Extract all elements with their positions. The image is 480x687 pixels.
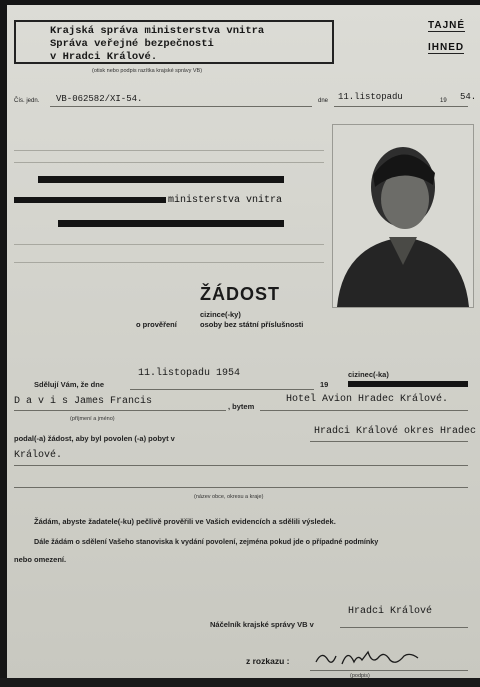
redaction-bar [38, 176, 284, 183]
name-caption: (příjmení a jméno) [70, 416, 115, 422]
date-label: dne [318, 98, 329, 104]
subtitle-prefix: o prověření [136, 320, 177, 329]
portrait-image [333, 125, 473, 307]
ref-underline [50, 106, 312, 107]
redaction-bar [348, 381, 468, 387]
subtitle-option-1: cizince(-ky) [200, 310, 241, 319]
year-prefix: 19 [440, 98, 447, 104]
chief-label: Náčelník krajské správy VB v [210, 620, 314, 629]
line1-lead: Sdělují Vám, že dne [34, 380, 105, 389]
signature-place: Hradci Králové [348, 606, 433, 617]
scan-edge-bottom [0, 678, 480, 687]
year-suffix: 19 [320, 380, 329, 389]
document-title: ŽÁDOST [200, 284, 280, 304]
issuer-header-box [14, 20, 334, 64]
ref-label: Čís. jedn. [14, 98, 40, 104]
issuer-caption: (otisk nebo podpis razítka krajské správy VB) [92, 68, 203, 74]
name-underline [14, 410, 226, 411]
place-line-3 [14, 487, 468, 488]
form-line [14, 244, 324, 245]
date-line-underline [130, 389, 314, 390]
redaction-bar [58, 220, 284, 227]
place-caption: (název obce, okresu a kraje) [194, 494, 264, 500]
scan-edge-top [0, 0, 480, 5]
address-underline [260, 410, 468, 411]
scan-edge-left [0, 0, 7, 687]
form-line [14, 162, 324, 163]
year-value: 54. [460, 92, 477, 102]
applicant-address: Hotel Avion Hradec Králové. [286, 394, 449, 405]
issuer-line-1: Krajská správa ministerstva vnitra [50, 25, 265, 37]
date-underline [334, 106, 468, 107]
residing-label: , bytem [228, 402, 255, 411]
residence-place-cont: Králové. [14, 450, 63, 461]
applicant-photo [332, 124, 474, 308]
signature-caption: (podpis) [350, 673, 370, 679]
date-typed: 11.listopadu 1954 [138, 368, 241, 379]
form-line [14, 262, 324, 263]
line3-lead: podal(-a) žádost, aby byl povolen (-a) pobyt v [14, 434, 175, 443]
residence-place: Hradci Králové okres Hradec [314, 426, 477, 437]
foreigner-label: cizinec(-ka) [348, 370, 389, 379]
form-line [14, 150, 324, 151]
date-value: 11.listopadu [338, 92, 403, 102]
recipient-line: ministerstva vnitra [14, 195, 282, 206]
chief-underline [340, 627, 468, 628]
request-line-1: Žádám, abyste žadatele(-ku) pečlivě prověřili ve Vašich evidencích a sdělili výsledek. [34, 517, 336, 526]
subtitle-option-2: osoby bez státní příslušnosti [200, 320, 304, 329]
request-line-3: nebo omezení. [14, 555, 67, 564]
redaction-bar [14, 197, 166, 203]
issuer-line-2: Správa veřejné bezpečnosti [50, 38, 214, 50]
request-line-2: Dále žádám o sdělení Vašeho stanoviska k vydání povolení, zejména pokud jde o případné podmínky [34, 537, 379, 546]
secret-stamp: TAJNÉ [428, 20, 466, 31]
place-underline [310, 441, 468, 442]
handwritten-signature [314, 644, 434, 670]
order-label: z rozkazu : [246, 656, 290, 666]
ref-number: VB-062582/XI-54. [56, 94, 143, 104]
place-line-2 [14, 465, 468, 466]
issuer-line-3: v Hradci Králové. [50, 51, 158, 63]
urgent-stamp: IHNED [428, 42, 465, 53]
applicant-name: D a v i s James Francis [14, 396, 153, 407]
signature-underline [310, 670, 468, 671]
